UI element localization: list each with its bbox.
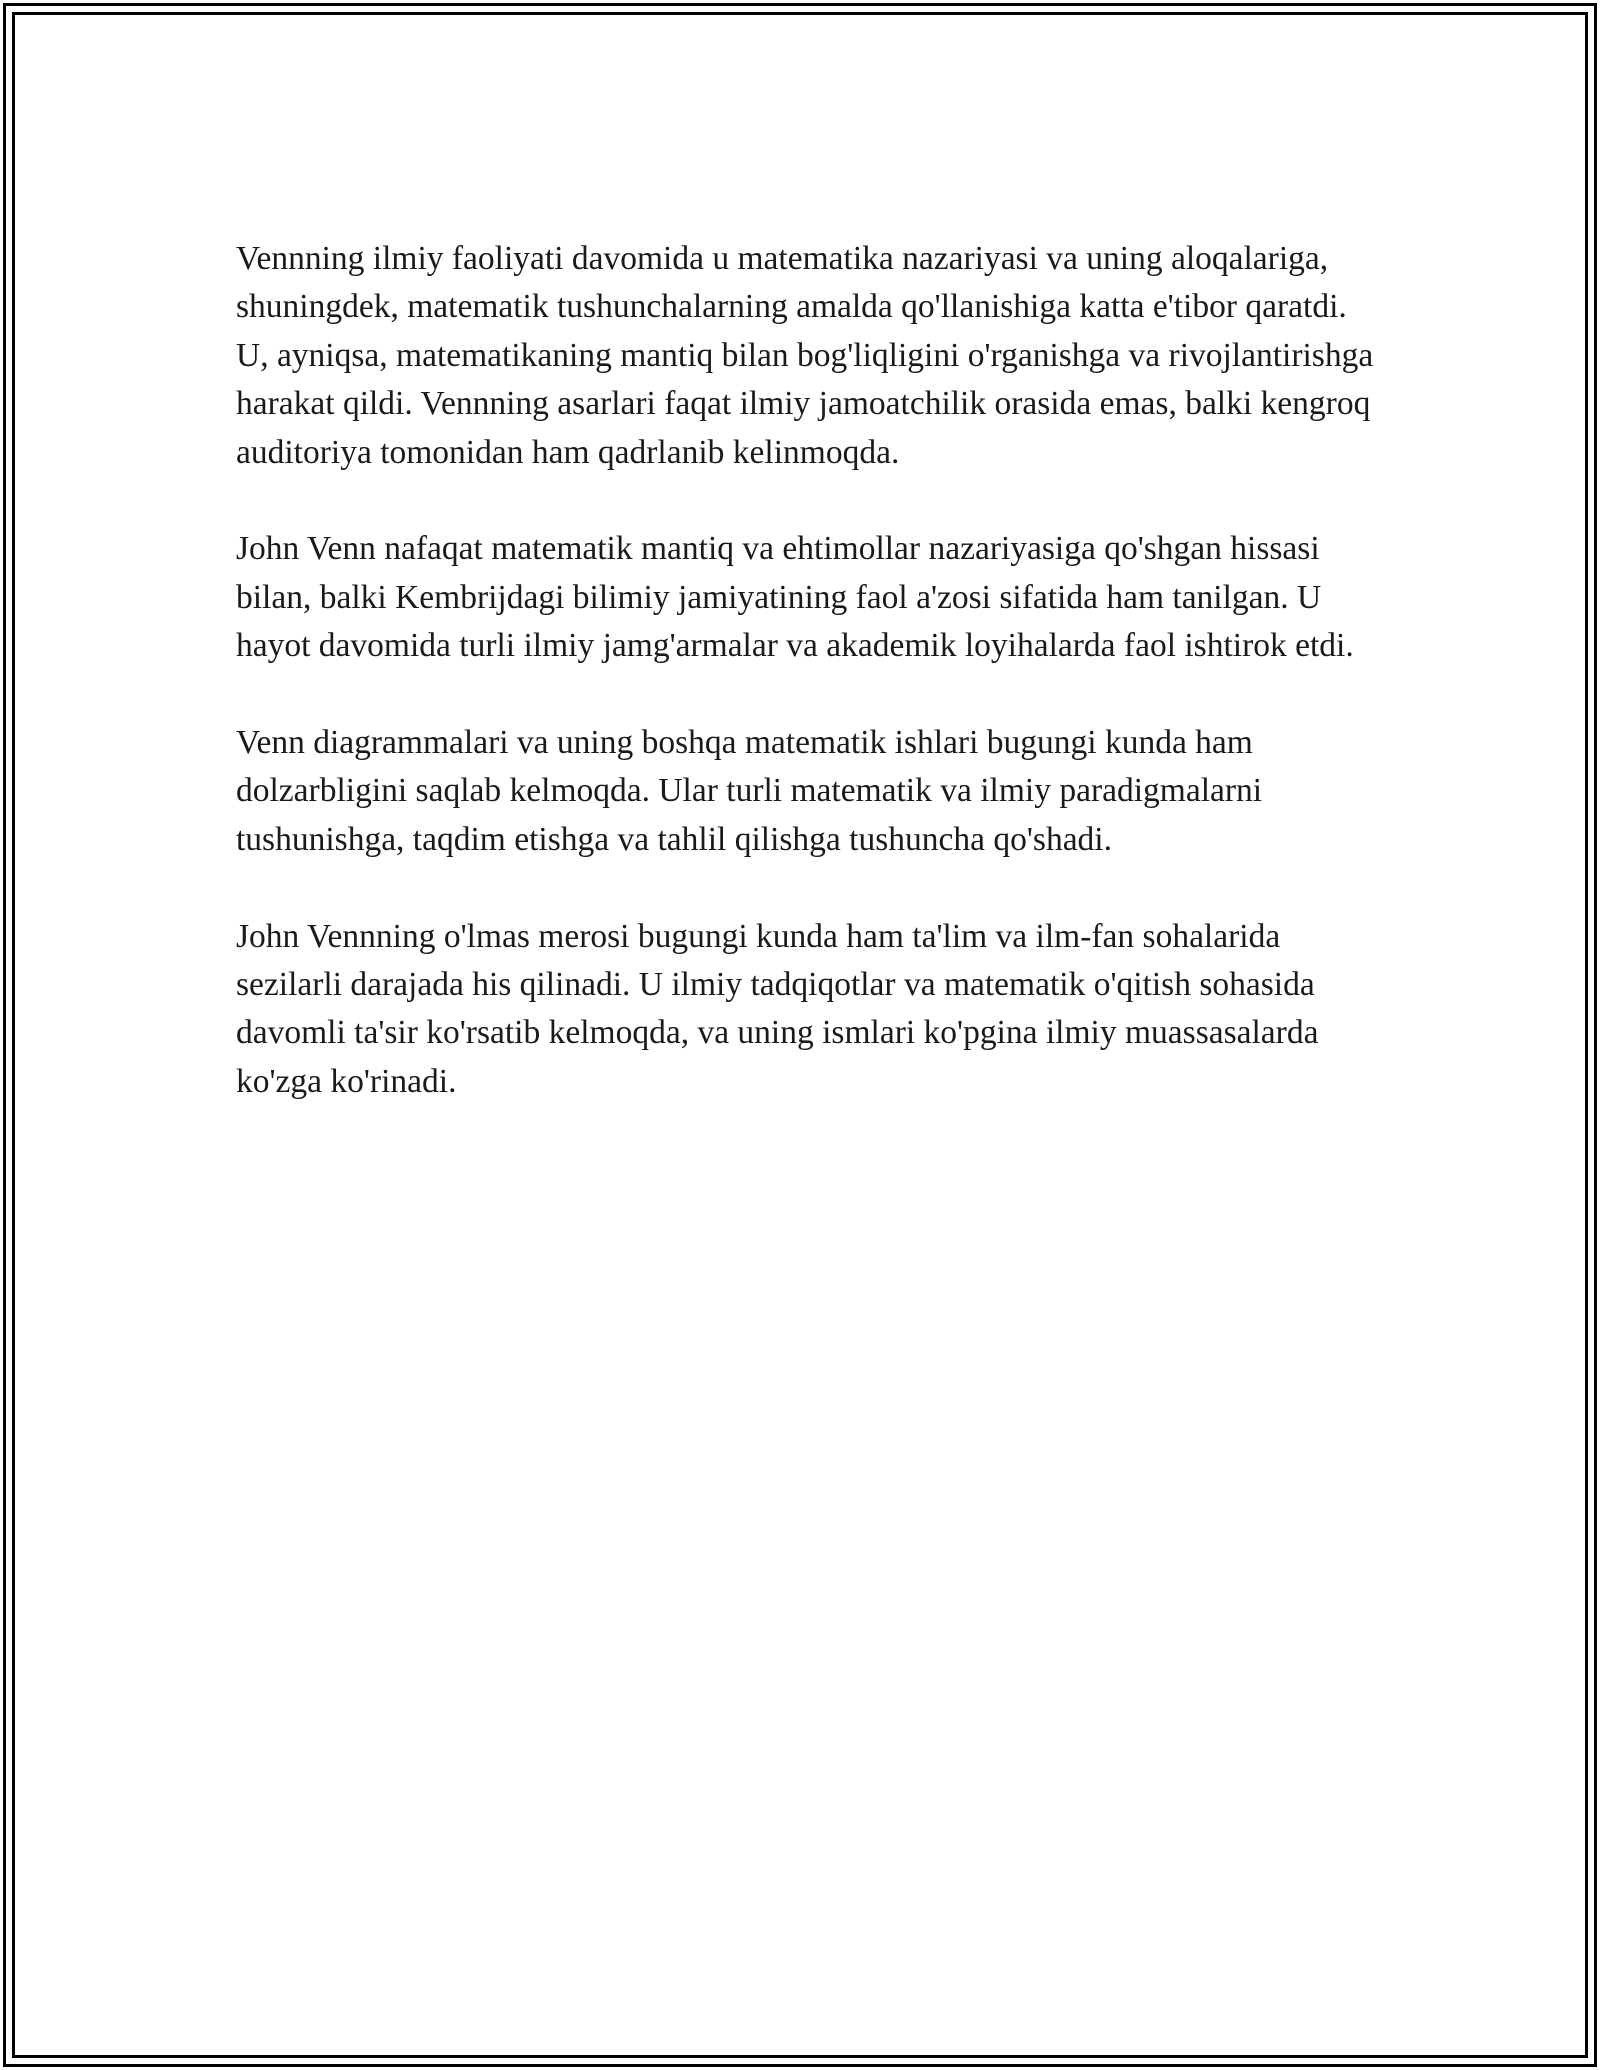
paragraph-2: John Venn nafaqat matematik mantiq va ehtimollar nazariyasiga qo'shgan hissasi bilan, balki Kembrijdagi bilimiy jamiyatining faol a'zosi sifatida ham tanilgan. U hayot davomida turli ilmiy jamg'armalar va akademik loyihalarda faol ishtirok etdi. xyxy=(236,530,1354,665)
paragraph-4: John Vennning o'lmas merosi bugungi kunda ham ta'lim va ilm-fan sohalarida sezilarli darajada his qilinadi. U ilmiy tadqiqotlar va matematik o'qitish sohasida davomli ta'sir ko'rsatib kelmoqda, va uning ismlari ko'pgina ilmiy muassasalarda ko'zga ko'rinadi. xyxy=(236,917,1319,1100)
document-body xyxy=(236,235,1386,1155)
paragraph-3: Venn diagrammalari va uning boshqa matematik ishlari bugungi kunda ham dolzarbligini saqlab kelmoqda. Ular turli matematik va ilmiy paradigmalarni tushunishga, taqdim etishga va tahlil qilishga tushuncha qo'shadi. xyxy=(236,724,1263,858)
paragraph-1: Vennning ilmiy faoliyati davomida u matematika nazariyasi va uning aloqalariga, shuningdek, matematik tushunchalarning amalda qo'llanishiga katta e'tibor qaratdi. U, ayniqsa, matematikaning mantiq bilan bog'liqligini o'rganishga va rivojlantirishga harakat qildi. Vennning asarlari faqat ilmiy jamoatchilik orasida emas, balki kengroq auditoriya tomonidan ham qadrlanib kelinmoqda. xyxy=(236,240,1374,471)
